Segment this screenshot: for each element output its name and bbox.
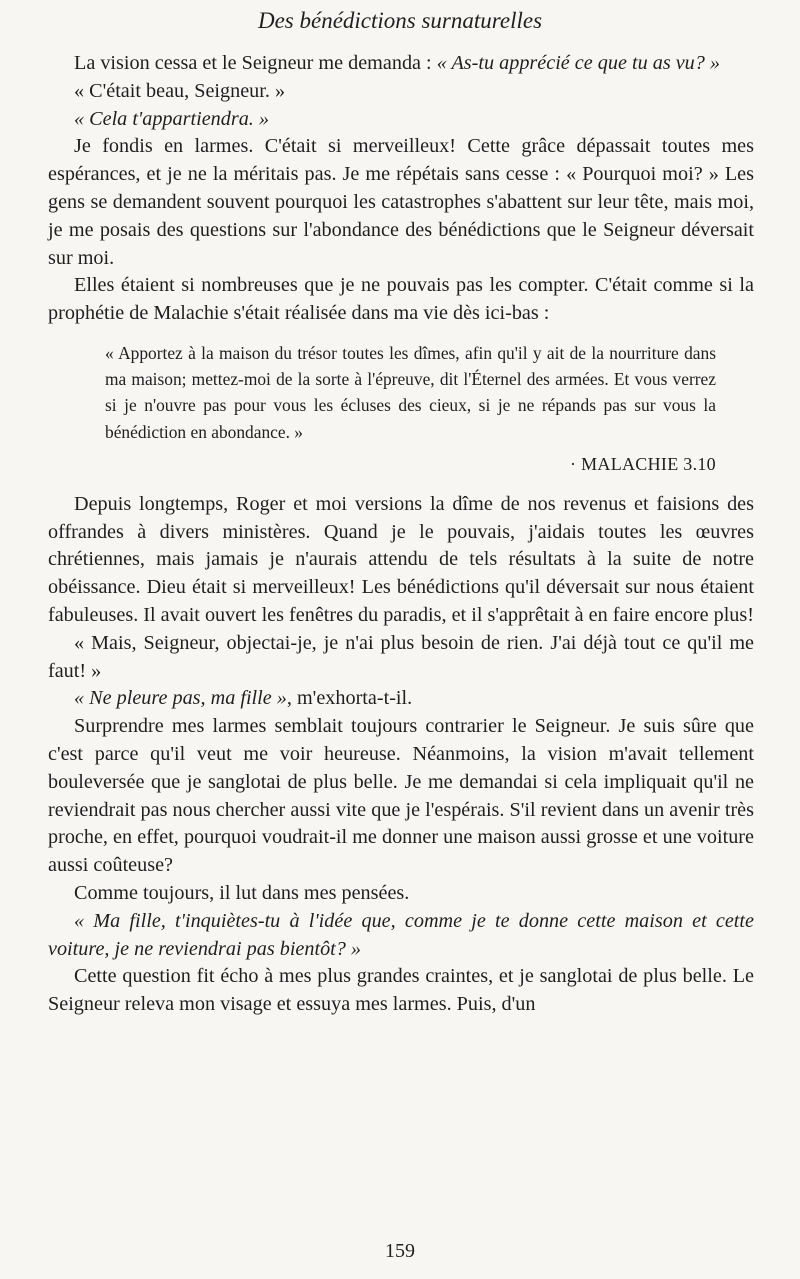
paragraph-11-italic: « Ma fille, t'inquiètes-tu à l'idée que, comme je te donne cette maison et cette voiture, je ne reviendrai pas bientôt? » [48,909,754,960]
paragraph-2: « C'était beau, Seigneur. » [74,79,286,102]
paragraph-8-text: , m'exhorta-t-il. [286,687,413,710]
paragraph-11 [48,908,754,964]
page-number: 159 [385,1240,415,1262]
paragraph-1 [48,50,754,78]
paragraph-4: Je fondis en larmes. C'était si merveilleux! Cette grâce dépassait toutes mes espérances, et je ne la méritais pas. Je me répétais sans cesse : « Pourquoi moi? » Les gens se demandent souvent pourquoi les catastrophes s'abattent sur leur tête, mais moi, je me posais des questions sur l'abondance des bénédictions que le Seigneur déversait sur moi. [48,135,754,269]
paragraph-10: Comme toujours, il lut dans mes pensées. [74,881,410,904]
paragraph-1-text: La vision cessa et le Seigneur me demanda : [74,52,437,74]
scripture-citation: · MALACHIE 3.10 [570,453,716,474]
paragraph-3 [48,106,754,134]
paragraph-5: Elles étaient si nombreuses que je ne pouvais pas les compter. C'était comme si la prophétie de Malachie s'était réalisée dans ma vie dès ici-bas : [48,274,754,325]
paragraph-1-italic: « As-tu apprécié ce que tu as vu? » [436,52,721,74]
paragraph-7: « Mais, Seigneur, objectai-je, je n'ai plus besoin de rien. J'ai déjà tout ce qu'il me faut! » [48,631,754,682]
scripture-quote: « Apportez à la maison du trésor toutes les dîmes, afin qu'il y ait de la nourriture dans ma maison; mettez-moi de la sorte à l'épreuve, dit l'Éternel des armées. Et vous verrez si je n'ouvre pas pour vous les écluses des cieux, si je ne répands pas sur vous la bénédiction en abondance. » [105,342,716,442]
paragraph-9: Surprendre mes larmes semblait toujours contrarier le Seigneur. Je suis sûre que c'est parce qu'il veut me voir heureuse. Néanmoins, la vision m'avait tellement bouleversée que je sanglotai de plus belle. Je me demandai si cela impliquait qu'il ne reviendrait pas nous chercher aussi vite que je l'espérais. S'il revient dans un avenir très proche, en effet, pourquoi voudrait-il me donner une maison aussi grosse et une voiture aussi coûteuse? [48,715,754,877]
body-text [48,50,754,1019]
paragraph-3-italic: « Cela t'appartiendra. » [74,107,269,130]
paragraph-8-italic: « Ne pleure pas, ma fille » [74,687,287,710]
paragraph-8 [48,685,754,713]
paragraph-12: Cette question fit écho à mes plus grandes craintes, et je sanglotai de plus belle. Le Seigneur releva mon visage et essuya mes larmes. Puis, d'un [48,965,754,1016]
running-head: Des bénédictions surnaturelles [257,8,543,33]
paragraph-6: Depuis longtemps, Roger et moi versions la dîme de nos revenus et faisions des offrandes à divers ministères. Quand je le pouvais, j'aidais toutes les œuvres chrétiennes, mais jamais je n'aurais attendu de tels résultats à la suite de notre obéissance. Dieu était si merveilleux! Les bénédictions qu'il déversait sur nous étaient fabuleuses. Il avait ouvert les fenêtres du paradis, et il s'apprêtait à en faire encore plus! [48,492,754,626]
